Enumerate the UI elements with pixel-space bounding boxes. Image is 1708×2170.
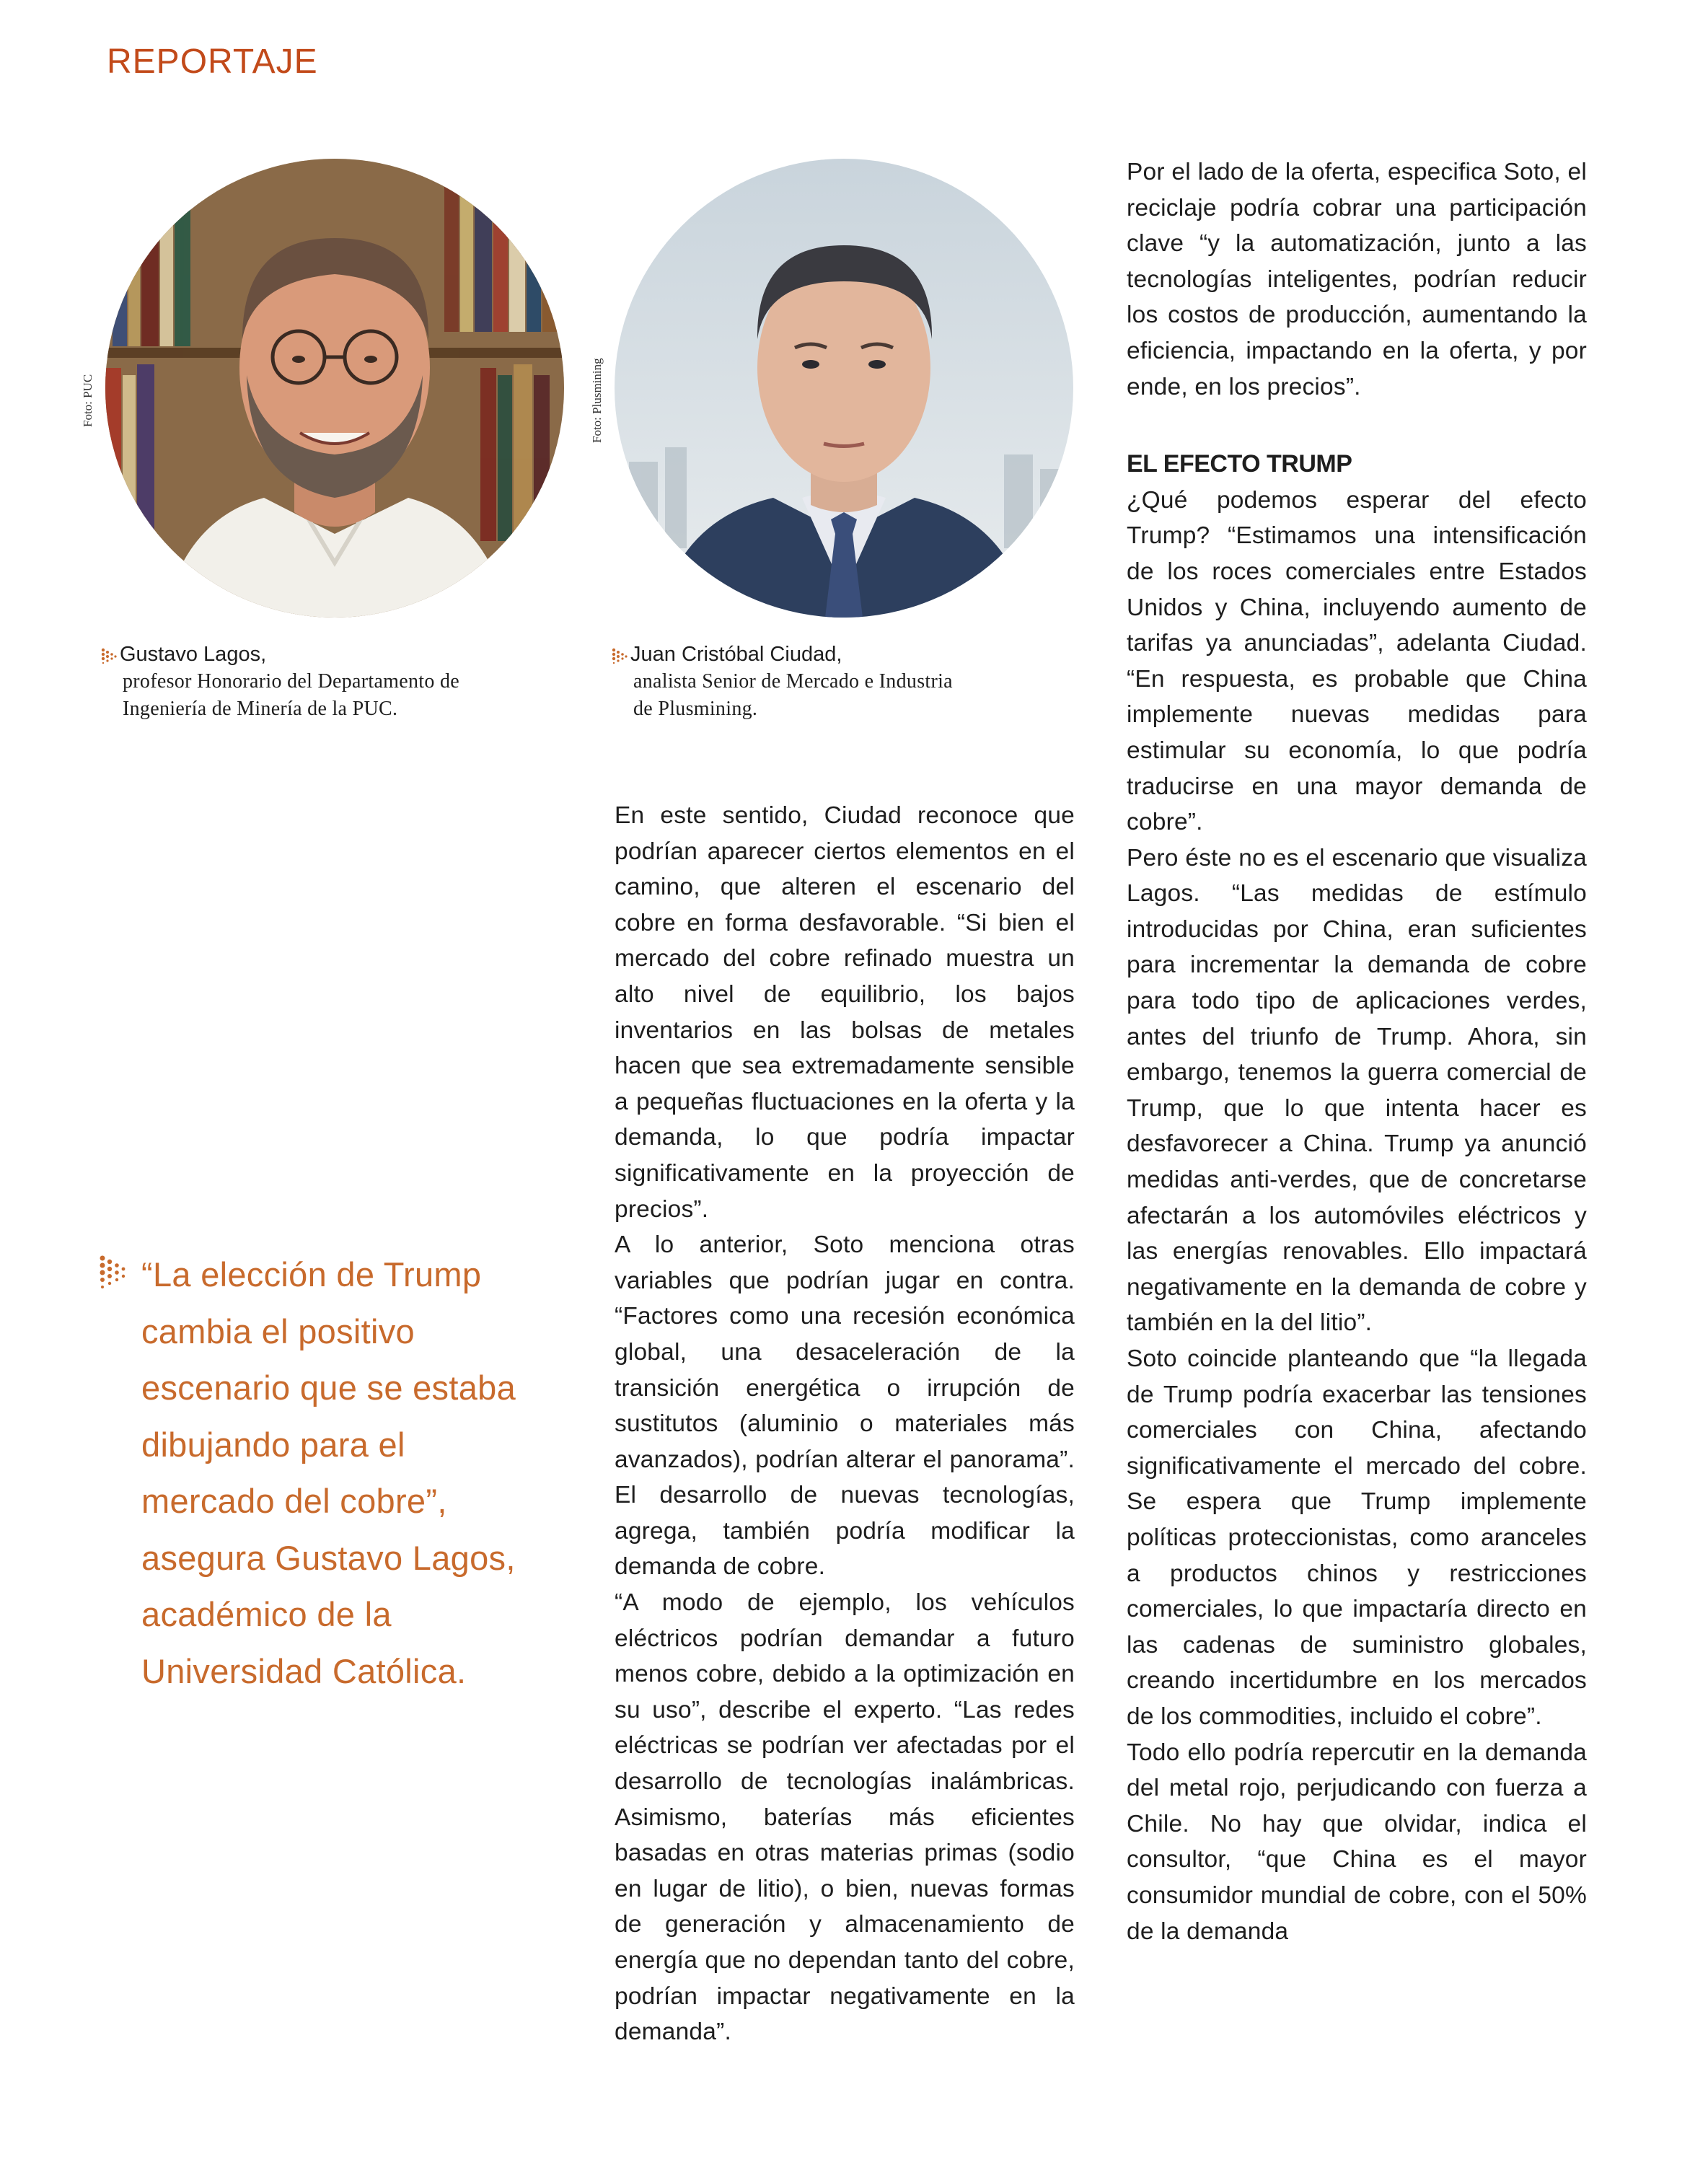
caption-juan-cristobal-ciudad (612, 641, 1073, 723)
caption-name-2: Juan Cristóbal Ciudad, (630, 643, 842, 666)
caption-role-2-line-2: de Plusmining. (633, 698, 758, 720)
caption-bullet-icon (612, 648, 628, 664)
paragraph: En este sentido, Ciudad reconoce que podrían aparecer ciertos elementos en el camino, que alteren el escenario del cobre en forma desfavorable. “Si bien el mercado del cobre refinado muestra un alto nivel de equilibrio, los bajos inventarios en las bolsas de metales hacen que sea extremadamente sensible a pequeñas fluctuaciones en la oferta y la demanda, lo que podría impactar significativamente en la proyección de precios”. (615, 802, 1075, 1223)
caption-role-1-line-1: profesor Honorario del Departamento de (123, 670, 460, 693)
portrait-gustavo-lagos (105, 159, 564, 618)
paragraph: A lo anterior, Soto menciona otras variables que podrían jugar en contra. “Factores como una recesión económica global, una desaceleración de la transición energética o irrupción de sustitutos (aluminio o materiales más avanzados), podrían alterar el panorama”. El desarrollo de nuevas tecnologías, agrega, también podría modificar la demanda de cobre. (615, 1231, 1075, 1581)
paragraph: Soto coincide planteando que “la llegada de Trump podría exacerbar las tensiones comerciales con China, afectando significativamente el mercado del cobre. Se espera que Trump implemente políticas proteccionistas, como aranceles a productos chinos y restricciones comerciales, lo que impactaría directo en las cadenas de suministro globales, creando incertidumbre en los mercados de los commodities, incluido el cobre”. (1127, 1345, 1587, 1730)
pull-quote: “La elección de Trump cambia el positivo escenario que se estaba dibujando para el mercado del cobre”, asegura Gustavo Lagos, académico de la Universidad Católica. (141, 1255, 516, 1690)
caption-name-1: Gustavo Lagos, (120, 643, 267, 666)
portrait-illustration-2 (615, 159, 1073, 618)
photo-credit-1: Foto: PUC (81, 374, 94, 427)
caption-role-1-line-2: Ingeniería de Minería de la PUC. (123, 698, 398, 720)
caption-role-2-line-1: analista Senior de Mercado e Industria (633, 670, 953, 693)
caption-gustavo-lagos (101, 641, 563, 723)
paragraph-intro: Por el lado de la oferta, especifica Soto, el reciclaje podría cobrar una participación clave “y la automatización, junto a las tecnologías inteligentes, podrían reducir los costos de producción, aumentando la eficiencia, impactando en la oferta, y por ende, en los precios”. (1127, 159, 1587, 400)
paragraph: ¿Qué podemos esperar del efecto Trump? “Estimamos una intensificación de los roces comerciales entre Estados Unidos y China, incluyendo aumento de tarifas ya anunciadas”, adelanta Ciudad. “En respuesta, es probable que China implemente nuevas medidas para estimular su economía, lo que podría traducirse en una mayor demanda de cobre”. (1127, 486, 1587, 836)
section-label: REPORTAJE (107, 43, 318, 81)
article-column-right (1127, 154, 1587, 1949)
photo-credit-2: Foto: Plusmining (590, 358, 604, 443)
quote-mark-icon (100, 1255, 128, 1291)
paragraph: “A modo de ejemplo, los vehículos eléctricos podrían demandar a futuro menos cobre, debido a la optimización en su uso”, describe el experto. “Las redes eléctricas se podrían ver afectadas por el desarrollo de tecnologías inalámbricas. Asimismo, baterías más eficientes basadas en otras materias primas (sodio en lugar de litio), o bien, nuevas formas de generación y almacenamiento de energía que no dependan tanto del cobre, podrían impactar negativamente en la demanda”. (615, 1589, 1075, 2046)
portrait-illustration-1 (105, 159, 564, 618)
portrait-juan-cristobal-ciudad (615, 159, 1073, 618)
paragraph: Pero éste no es el escenario que visualiza Lagos. “Las medidas de estímulo introducidas por China, eran suficientes para incrementar la demanda de cobre para todo tipo de aplicaciones verdes, antes del triunfo de Trump. Ahora, sin embargo, tenemos la guerra comercial de Trump, que lo que intenta hacer es desfavorecer a China. Trump ya anunció medidas anti-verdes, que de concretarse afectarán a los automóviles eléctricos y las energías renovables. Ello impactará negativamente en la demanda de cobre y también en la del litio”. (1127, 844, 1587, 1337)
subhead-el-efecto-trump: EL EFECTO TRUMP (1127, 450, 1352, 478)
paragraph: Todo ello podría repercutir en la demanda del metal rojo, perjudicando con fuerza a Chile. No hay que olvidar, indica el consultor, “que China es el mayor consumidor mundial de cobre, con el 50% de la demanda (1127, 1739, 1587, 1945)
article-column-middle (615, 798, 1075, 2050)
caption-bullet-icon (101, 648, 117, 664)
